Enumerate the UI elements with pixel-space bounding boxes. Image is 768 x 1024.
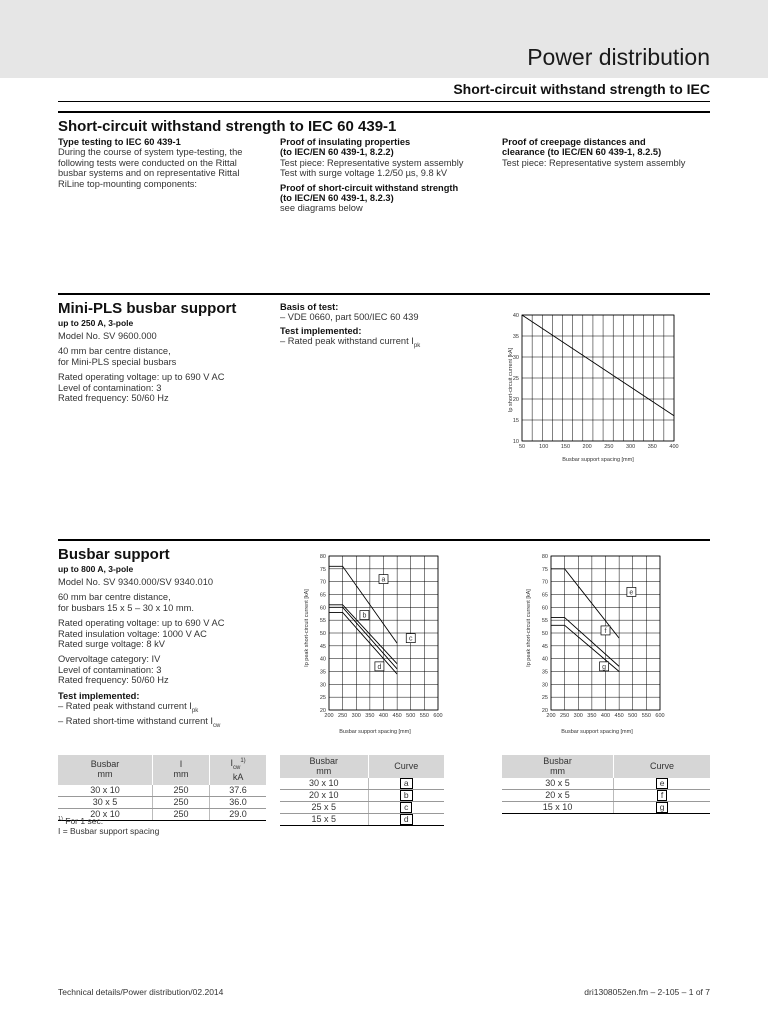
chart-x-label: Busbar support spacing [mm]	[561, 729, 633, 735]
table1-note: I = Busbar support spacing	[58, 825, 160, 836]
curve-marker-label: b	[362, 612, 367, 620]
y-tick-label: 45	[319, 643, 326, 650]
y-tick-label: 25	[512, 376, 519, 382]
curve-marker-label: a	[381, 576, 386, 584]
section3-impl-item	[58, 716, 273, 731]
section2-impl-text: – Rated peak withstand current I	[280, 336, 414, 347]
section3-impl-sub: cw	[213, 723, 221, 730]
chart-markers	[360, 575, 415, 671]
section3-line: 60 mm bar centre distance,	[58, 592, 171, 603]
y-tick-label: 40	[512, 313, 519, 319]
table1-notes	[58, 814, 159, 836]
section1-col2	[280, 137, 495, 214]
y-tick-label: 30	[512, 355, 519, 361]
x-tick-label: 400	[669, 444, 679, 450]
section3-line: for busbars 15 x 5 – 30 x 10 mm.	[58, 602, 194, 613]
section3-line: Rated insulation voltage: 1000 V AC	[58, 628, 207, 639]
section3-line: Level of contamination: 3	[58, 664, 162, 675]
table-row: 25 x 5 c	[280, 802, 444, 814]
section2-impl-head: Test implemented:	[280, 325, 362, 336]
section1-col1-line: busbar systems and on representative Rittal	[58, 168, 240, 179]
section2-heading: Mini-PLS busbar support	[58, 300, 237, 317]
x-tick-label: 550	[419, 713, 429, 719]
chart-x-label: Busbar support spacing [mm]	[562, 457, 634, 463]
table-header: Busbar mm	[58, 755, 152, 785]
page-subtitle: Short-circuit withstand strength to IEC	[453, 81, 710, 97]
y-tick-label: 80	[319, 554, 326, 560]
y-tick-label: 50	[541, 631, 548, 637]
x-tick-label: 300	[351, 713, 361, 719]
y-tick-label: 20	[512, 397, 519, 403]
y-tick-label: 25	[541, 695, 548, 702]
section3-impl-item	[58, 701, 273, 716]
section3-rule	[58, 539, 710, 541]
y-tick-label: 20	[541, 708, 548, 714]
x-tick-label: 350	[647, 444, 657, 450]
section3-line: Rated frequency: 50/60 Hz	[58, 675, 169, 686]
section1-col1-line: During the course of system type-testing, the	[58, 147, 243, 158]
y-tick-label: 30	[541, 682, 548, 689]
chart-y-label: Ip peak short-circuit current [kA]	[526, 589, 532, 667]
section2-basis-head: Basis of test:	[280, 302, 339, 312]
y-tick-label: 35	[512, 334, 519, 340]
curve-marker-label: c	[409, 635, 413, 643]
section2-impl-item	[280, 336, 490, 351]
x-tick-label: 600	[433, 713, 443, 719]
section3-line: Rated surge voltage: 8 kV	[58, 639, 165, 650]
section1-col2-head1: Proof of insulating properties	[280, 137, 411, 147]
section1-col2-line: Test piece: Representative system assembly	[280, 157, 464, 168]
x-tick-label: 400	[378, 713, 389, 719]
x-tick-label: 100	[539, 444, 549, 450]
y-tick-label: 30	[319, 682, 326, 689]
x-tick-label: 150	[560, 444, 571, 450]
table-curves-right	[502, 755, 710, 814]
table1-note: $^{1)}$ For 1 sec.	[58, 815, 104, 826]
x-tick-label: 300	[573, 713, 583, 719]
table-row: 30 x 10 a	[280, 778, 444, 790]
x-tick-label: 250	[338, 713, 348, 719]
section3-impl-text: – Rated short-time withstand current I	[58, 716, 214, 727]
section1-col3	[502, 137, 712, 168]
y-tick-label: 60	[319, 605, 326, 612]
table-row: 30 x 10 250 37.6	[58, 785, 266, 797]
section2-left	[58, 300, 273, 403]
x-tick-label: 50	[518, 444, 526, 450]
x-tick-label: 200	[324, 713, 334, 719]
section1-col3-line: Test piece: Representative system assembly	[502, 157, 686, 168]
header-rule	[58, 101, 710, 102]
section1-heading: Short-circuit withstand strength to IEC 60 439-1	[58, 118, 397, 135]
table-curves-left	[280, 755, 444, 826]
chart-markers	[600, 587, 636, 670]
y-tick-label: 15	[512, 418, 519, 424]
table-row: 30 x 5 e	[502, 778, 710, 790]
section2-rule	[58, 293, 710, 295]
section1-col1-line: RiLine top-mounting components:	[58, 178, 198, 189]
x-tick-label: 450	[614, 713, 624, 719]
section3-left	[58, 546, 273, 732]
table-row: 15 x 5 d	[280, 814, 444, 826]
y-tick-label: 75	[541, 566, 548, 573]
x-tick-label: 400	[600, 713, 611, 719]
table-header: Curve	[614, 755, 710, 778]
table-row: 15 x 10 g	[502, 802, 710, 814]
section2-line: 40 mm bar centre distance,	[58, 346, 171, 357]
section2-basis-line: – VDE 0660, part 500/IEC 60 439	[280, 312, 419, 323]
x-tick-label: 200	[582, 444, 592, 450]
y-tick-label: 65	[319, 592, 326, 599]
curve-marker-label: d	[377, 663, 382, 671]
y-tick-label: 40	[541, 656, 548, 663]
x-tick-label: 250	[604, 444, 614, 450]
y-tick-label: 10	[512, 439, 519, 445]
x-tick-label: 350	[365, 713, 375, 719]
section2-basis	[280, 302, 490, 351]
y-tick-label: 50	[319, 631, 326, 637]
x-tick-label: 200	[546, 713, 556, 719]
y-tick-label: 35	[319, 669, 326, 676]
section1-col2-head2: Proof of short-circuit withstand strength	[280, 182, 459, 193]
y-tick-label: 75	[319, 566, 326, 573]
section1-col1	[58, 137, 273, 189]
y-tick-label: 80	[541, 554, 548, 560]
section1-col2-head1: (to IEC/EN 60 439-1, 8.2.2)	[280, 147, 394, 158]
section2-impl-sub: pk	[413, 343, 421, 350]
section1-col1-head: Type testing to IEC 60 439-1	[58, 137, 181, 147]
table-busbar-current	[58, 755, 266, 821]
table-header: Curve	[368, 755, 444, 778]
x-tick-label: 250	[560, 713, 570, 719]
section2-line: Level of contamination: 3	[58, 382, 162, 393]
y-tick-label: 55	[319, 618, 326, 625]
table-header: I mm	[152, 755, 209, 785]
series-line	[522, 315, 674, 416]
table-header: $I_{cw}^{1)}$ kA	[210, 755, 266, 785]
y-tick-label: 65	[541, 592, 548, 599]
section2-subheading: up to 250 A, 3-pole	[58, 318, 134, 328]
section3-impl-text: – Rated peak withstand current I	[58, 701, 192, 712]
table-header: Busbar mm	[502, 755, 614, 778]
footer-right: dri1308052en.fm – 2-105 – 1 of 7	[584, 987, 710, 997]
curve-marker-label: f	[604, 627, 607, 635]
table-row: 20 x 10 250 29.0	[58, 808, 266, 820]
section2-line: Rated operating voltage: up to 690 V AC	[58, 372, 225, 383]
footer-left: Technical details/Power distribution/02.2014	[58, 987, 224, 997]
section1-col2-line: Test with surge voltage 1.2/50 µs, 9.8 kV	[280, 168, 448, 179]
section3-line: Rated operating voltage: up to 690 V AC	[58, 618, 225, 629]
chart-y-label: Ip short-circuit current [kA]	[508, 347, 514, 413]
mini-pls-chart	[505, 305, 695, 467]
section1-col2-head2: (to IEC/EN 60 439-1, 8.2.3)	[280, 193, 394, 204]
section3-model: Model No. SV 9340.000/SV 9340.010	[58, 577, 214, 587]
curve-marker-label: e	[629, 589, 634, 597]
y-tick-label: 35	[541, 669, 548, 676]
section1-col3-head: clearance (to IEC/EN 60 439-1, 8.2.5)	[502, 147, 662, 158]
page-title: Power distribution	[527, 44, 710, 70]
table-row: 20 x 5 f	[502, 790, 710, 802]
y-tick-label: 70	[319, 579, 326, 586]
section3-heading: Busbar support	[58, 546, 170, 563]
x-tick-label: 550	[641, 713, 651, 719]
y-tick-label: 55	[541, 618, 548, 625]
y-tick-label: 20	[319, 708, 326, 714]
section1-col2-line: see diagrams below	[280, 203, 363, 214]
chart-series	[522, 315, 674, 416]
section3-line: Overvoltage category: IV	[58, 654, 161, 665]
table-row: 30 x 5 250 36.0	[58, 796, 266, 808]
x-tick-label: 500	[628, 713, 638, 719]
table-row: 20 x 10 b	[280, 790, 444, 802]
section1-rule	[58, 111, 710, 113]
section2-line: for Mini-PLS special busbars	[58, 356, 177, 367]
x-tick-label: 300	[625, 444, 636, 450]
chart-grid	[522, 315, 674, 441]
busbar-chart-left	[296, 550, 456, 738]
x-tick-label: 350	[587, 713, 597, 719]
section2-model: Model No. SV 9600.000	[58, 331, 157, 341]
x-tick-label: 600	[655, 713, 665, 719]
curve-marker-label: g	[602, 663, 607, 671]
section2-line: Rated frequency: 50/60 Hz	[58, 393, 169, 404]
section3-impl-head: Test implemented:	[58, 690, 140, 701]
y-tick-label: 60	[541, 605, 548, 612]
y-tick-label: 45	[541, 643, 548, 650]
y-tick-label: 25	[319, 695, 326, 702]
section1-col3-head: Proof of creepage distances and	[502, 137, 646, 147]
y-tick-label: 70	[541, 579, 548, 586]
x-tick-label: 500	[406, 713, 416, 719]
x-tick-label: 450	[392, 713, 402, 719]
table-header: Busbar mm	[280, 755, 368, 778]
section3-subheading: up to 800 A, 3-pole	[58, 564, 134, 574]
chart-x-label: Busbar support spacing [mm]	[339, 729, 411, 735]
busbar-chart-right	[518, 550, 678, 738]
series-line-d	[329, 612, 397, 674]
y-tick-label: 40	[319, 656, 326, 663]
section3-impl-sub: pk	[191, 707, 199, 714]
chart-y-label: Ip peak short-circuit current [kA]	[304, 589, 310, 667]
section1-col1-line: following tests were conducted on the Rittal	[58, 157, 237, 168]
